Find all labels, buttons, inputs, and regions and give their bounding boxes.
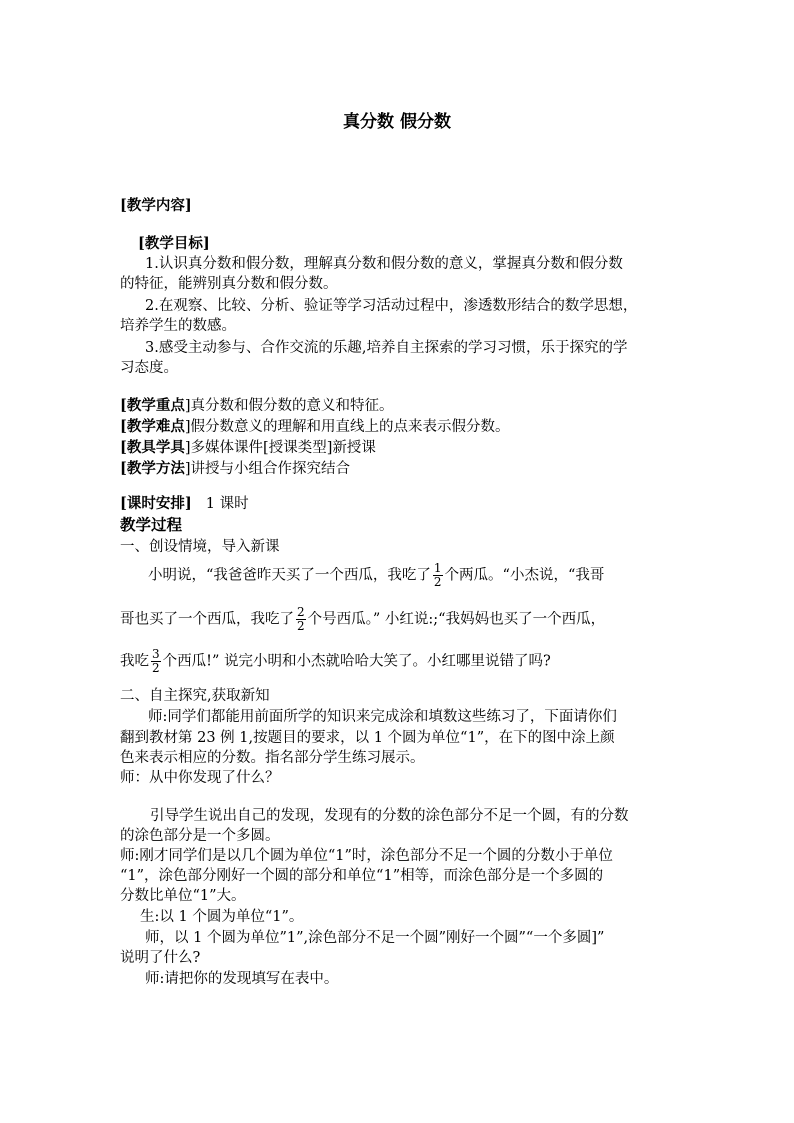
difficulty-label: [教学难点 [120,418,185,435]
goal-2-line-a: 2.在观察、比较、分析、验证等学习活动过程中，渗透数形结合的数学思想， [145,298,638,314]
schedule-label: [课时安排] [120,495,192,512]
goal-3-line-a: 3.感受主动参与、合作交流的乐趣,培养自主探索的学习习惯，乐于探究的学 [145,340,628,356]
section-2-line-3: 色来表示相应的分数。指名部分学生练习展示。 [120,750,425,766]
section-2-line-7: 师:刚才同学们是以几个圆为单位“1”时，涂色部分不足一个圆的分数小于单位 [120,848,613,864]
section-2-line-12: 说明了什么? [120,950,201,966]
fraction-three-halves [151,648,161,675]
fraction-one-half [433,562,443,589]
key-point [120,396,394,416]
section-2-line-9: 分数比单位“1”大。 [120,888,246,904]
story-line-1 [148,562,604,589]
goal-3-line-b: 习态度。 [120,360,178,376]
section-1-heading: 一、创设情境，导入新课 [120,539,280,555]
key-point-label: [教学重点 [120,397,185,414]
story-line-2 [120,606,605,633]
story-line-1-a: 小明说，“我爸爸昨天买了一个西瓜，我吃了 [148,567,431,584]
story-line-3-a: 我吃 [120,653,149,670]
section-2-line-2: 翻到教材第 23 例 1,按题目的要求，以 1 个圆为单位“1”，在下的图中涂上颜 [120,730,615,746]
goals-heading: [教学目标] [138,235,210,252]
goal-1-line-a: 1.认识真分数和假分数，理解真分数和假分数的意义，掌握真分数和假分数 [145,256,623,272]
section-2-line-8: “1”，涂色部分刚好一个圆的部分和单位“1”相等，而涂色部分是一个多圆的 [120,868,604,884]
fraction-1-numerator: 1 [433,561,442,575]
method-text: ]讲授与小组合作探究结合 [184,461,351,477]
section-2-line-10: 生:以 1 个圆为单位“1”。 [140,909,304,925]
goal-2-line-b: 培养学生的数感。 [120,318,236,334]
section-2-line-11: 师，以 1 个圆为单位”1”,涂色部分不足一个圆”刚好一个圆”“一个多圆]” [145,930,605,946]
tools-text: ]多媒体课件[授课类型]新授课 [184,440,376,456]
story-line-2-b: 个号西瓜。” 小红说:;“我妈妈也买了一个西瓜， [307,611,606,628]
story-line-3-b: 个西瓜!” 说完小明和小杰就哈哈大笑了。小红哪里说错了吗? [162,653,551,670]
story-line-3 [120,648,551,675]
page-title: 真分数 假分数 [343,112,451,132]
section-2-heading: 二、自主探究,获取新知 [120,688,270,704]
fraction-2-numerator: 2 [297,605,305,619]
story-line-1-b: 个两瓜。“小杰说，“我哥 [444,567,605,584]
goal-1-line-b: 的特征，能辨别真分数和假分数。 [120,276,338,292]
tools-label: [教具学具 [120,439,185,456]
teaching-method [120,459,350,479]
process-heading: 教学过程 [120,515,183,534]
schedule-text: 1 课时 [205,496,249,512]
fraction-1-denominator: 2 [433,575,442,589]
fraction-3-denominator: 2 [152,661,160,675]
section-2-line-4: 师：从中你发现了什么？ [120,770,280,786]
difficulty-point [120,417,510,437]
difficulty-text: ]假分数意义的理解和用直线上的点来表示假分数。 [184,419,510,435]
key-point-text: ]真分数和假分数的意义和特征。 [184,398,394,414]
section-2-line-13: 师:请把你的发现填写在表中。 [145,971,339,987]
fraction-two-halves [296,606,306,633]
method-label: [教学方法 [120,460,185,477]
section-2-line-1: 师:同学们都能用前面所学的知识来完成涂和填数这些练习了，下面请你们 [148,709,617,725]
fraction-3-numerator: 3 [152,647,160,661]
class-schedule [120,494,249,514]
content-heading: [教学内容] [120,197,192,214]
fraction-2-denominator: 2 [297,619,305,633]
teaching-tools [120,438,376,458]
section-2-line-6: 的涂色部分是一个多圆。 [120,828,280,844]
story-line-2-a: 哥也买了一个西瓜，我吃了 [120,611,294,628]
section-2-line-5: 引导学生说出自己的发现，发现有的分数的涂色部分不足一个圆，有的分数 [150,808,629,824]
